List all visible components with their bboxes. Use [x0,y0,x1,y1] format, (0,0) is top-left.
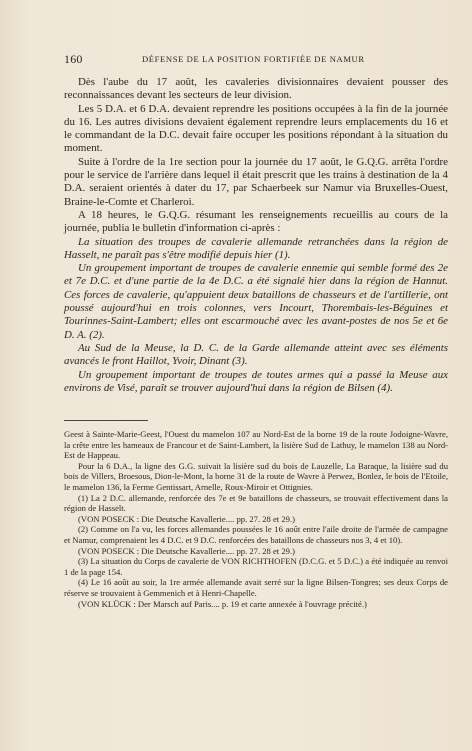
footnote: (1) La 2 D.C. allemande, renforcée des 7e et 9e bataillons de chasseurs, se trouvait effectivement dans la région de Hasselt. [64,492,448,514]
paragraph: Suite à l'ordre de la 1re section pour la journée du 17 août, le G.Q.G. arrêta l'ordre pour le service de l'arrière dans lequel il était prescrit que les trains à destination de la 4 D.A. seraient orientés à dater du 17, par Schaerbeek sur Namur via Bruxelles-Ouest, Braine-le-Comte et Charleroi. [64,155,448,208]
footnote: Geest à Sainte-Marie-Geest, l'Ouest du mamelon 107 au Nord-Est de la borne 19 de la route Jodoigne-Wavre, la crête entre les hameaux de Francour et de Saint-Lambert, la lisière Sud de Lathuy, le mamelon 138 au Nord-Est de Happeau. [64,429,448,461]
footnote-reference: (VON KLÜCK : Der Marsch auf Paris.... p. 19 et carte annexée à l'ouvrage précité.) [78,598,367,609]
page-number: 160 [64,52,83,66]
footnote: Pour la 6 D.A., la ligne des G.G. suivait la lisière sud du bois de Lauzelle, La Baraque, la lisière sud du bois de Villers, Broesous, Dion-le-Mont, la borne 31 de la route de Wavre à Perwez, Bonlez, le bois de l'Etoile, le mamelon 136, la Ferme Gentissart, Arnelle, Roux-Miroir et Ottignies. [64,460,448,492]
footnote: (3) La situation du Corps de cavalerie de VON RICHTHOFEN (D.C.G. et 5 D.C.) a été indiquée au renvoi 1 de la page 154. [64,556,448,577]
main-text [64,76,448,395]
footnote-divider [64,420,148,421]
footnote-reference: (VON POSECK : Die Deutsche Kavallerie.... pp. 27. 28 et 29.) [78,545,295,556]
bulletin-paragraph: Un groupement important de troupes de toutes armes qui a passé la Meuse aux environs de Visé, paraît se trouver aujourd'hui dans la région de Bilsen (4). [64,368,448,394]
paragraph: A 18 heures, le G.Q.G. résumant les renseignements recueillis au cours de la journée, publia le bulletin d'information ci-après : [64,208,448,235]
paragraph: Dès l'aube du 17 août, les cavaleries divisionnaires devaient pousser des reconnaissances devant les secteurs de leur division. [64,76,448,102]
bulletin-paragraph: Un groupement important de troupes de cavalerie ennemie qui semble formé des 2e et 7e D.C. et d'une partie de la 4e D.C. a été signalé hier dans la région de Hannut. Ces forces de cavalerie, qu'appuient deux bataillons de chasseurs et de l'artillerie, ont poussé aujourd'hui en trois colonnes, vers Incourt, Thorembais-les-Béguines et Tourinnes-Saint-Lambert; elles ont escarmouché avec les avant-postes de nos 5e et 6e D. A. (2). [64,262,448,341]
page-header [64,52,448,66]
paragraph: Les 5 D.A. et 6 D.A. devaient reprendre les positions occupées à la fin de la journée du 16. Les autres divisions devaient également reprendre leurs emplacements du 16 et le commandant de la D.C. devait faire occuper les positions répondant à la situation du moment. [64,102,448,155]
running-head: DÉFENSE DE LA POSITION FORTIFIÉE DE NAMUR [142,54,365,64]
bulletin-paragraph: Au Sud de la Meuse, la D. C. de la Garde allemande atteint avec ses éléments avancés le front Haillot, Yvoir, Dinant (3). [64,341,448,368]
bulletin-paragraph: La situation des troupes de cavalerie allemande retranchées dans la région de Hasselt, ne paraît pas s'être modifié depuis hier (1). [64,235,448,261]
footnote: (2) Comme on l'a vu, les forces allemandes poussées le 16 août entre l'aile droite de l'armée de campagne et Namur, comprenaient les 4 D.C. et 9 D.C. renforcées des bataillons de chasseurs nos 3, 4 et 10). [64,524,448,545]
footnotes [64,429,448,609]
footnote-reference: (VON POSECK : Die Deutsche Kavallerie.... pp. 27. 28 et 29.) [78,513,295,524]
footnote: (4) Le 16 août au soir, la 1re armée allemande avait serré sur la ligne Bilsen-Tongres; ses deux Corps de réserve se trouvaient à Gemmenich et à Henri-Chapelle. [64,577,448,598]
